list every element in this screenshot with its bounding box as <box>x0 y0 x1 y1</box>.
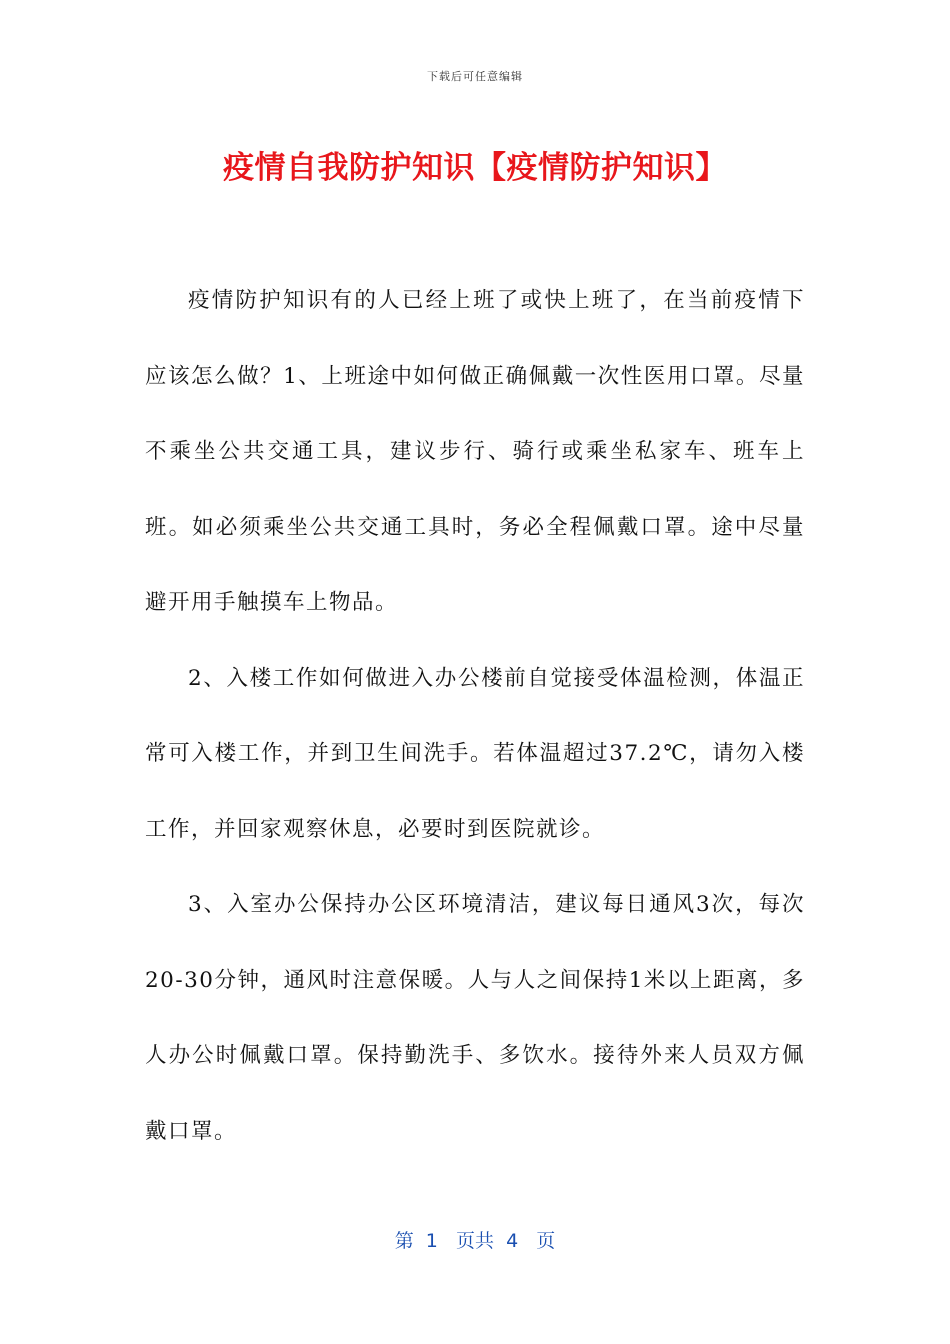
page-number-footer: 第 1 页共 4 页 <box>394 1230 556 1252</box>
paragraph-1: 疫情防护知识有的人已经上班了或快上班了，在当前疫情下应该怎么做？1、上班途中如何做正确佩戴一次性医用口罩。尽量不乘坐公共交通工具，建议步行、骑行或乘坐私家车、班车上班。如必须乘坐公共交通工具时，务必全程佩戴口罩。途中尽量避开用手触摸车上物品。 <box>145 288 805 615</box>
paragraph-3: 3、入室办公保持办公区环境清洁，建议每日通风3次，每次20-30分钟，通风时注意保暖。人与人之间保持1米以上距离，多人办公时佩戴口罩。保持勤洗手、多饮水。接待外来人员双方佩戴口罩。 <box>145 892 805 1144</box>
document-title: 疫情自我防护知识【疫情防护知识】 <box>223 150 727 186</box>
document-body <box>145 263 805 1169</box>
header-note: 下载后可任意编辑 <box>427 70 523 83</box>
paragraph-2: 2、入楼工作如何做进入办公楼前自觉接受体温检测，体温正常可入楼工作，并到卫生间洗手。若体温超过37.2℃，请勿入楼工作，并回家观察休息，必要时到医院就诊。 <box>145 665 805 842</box>
